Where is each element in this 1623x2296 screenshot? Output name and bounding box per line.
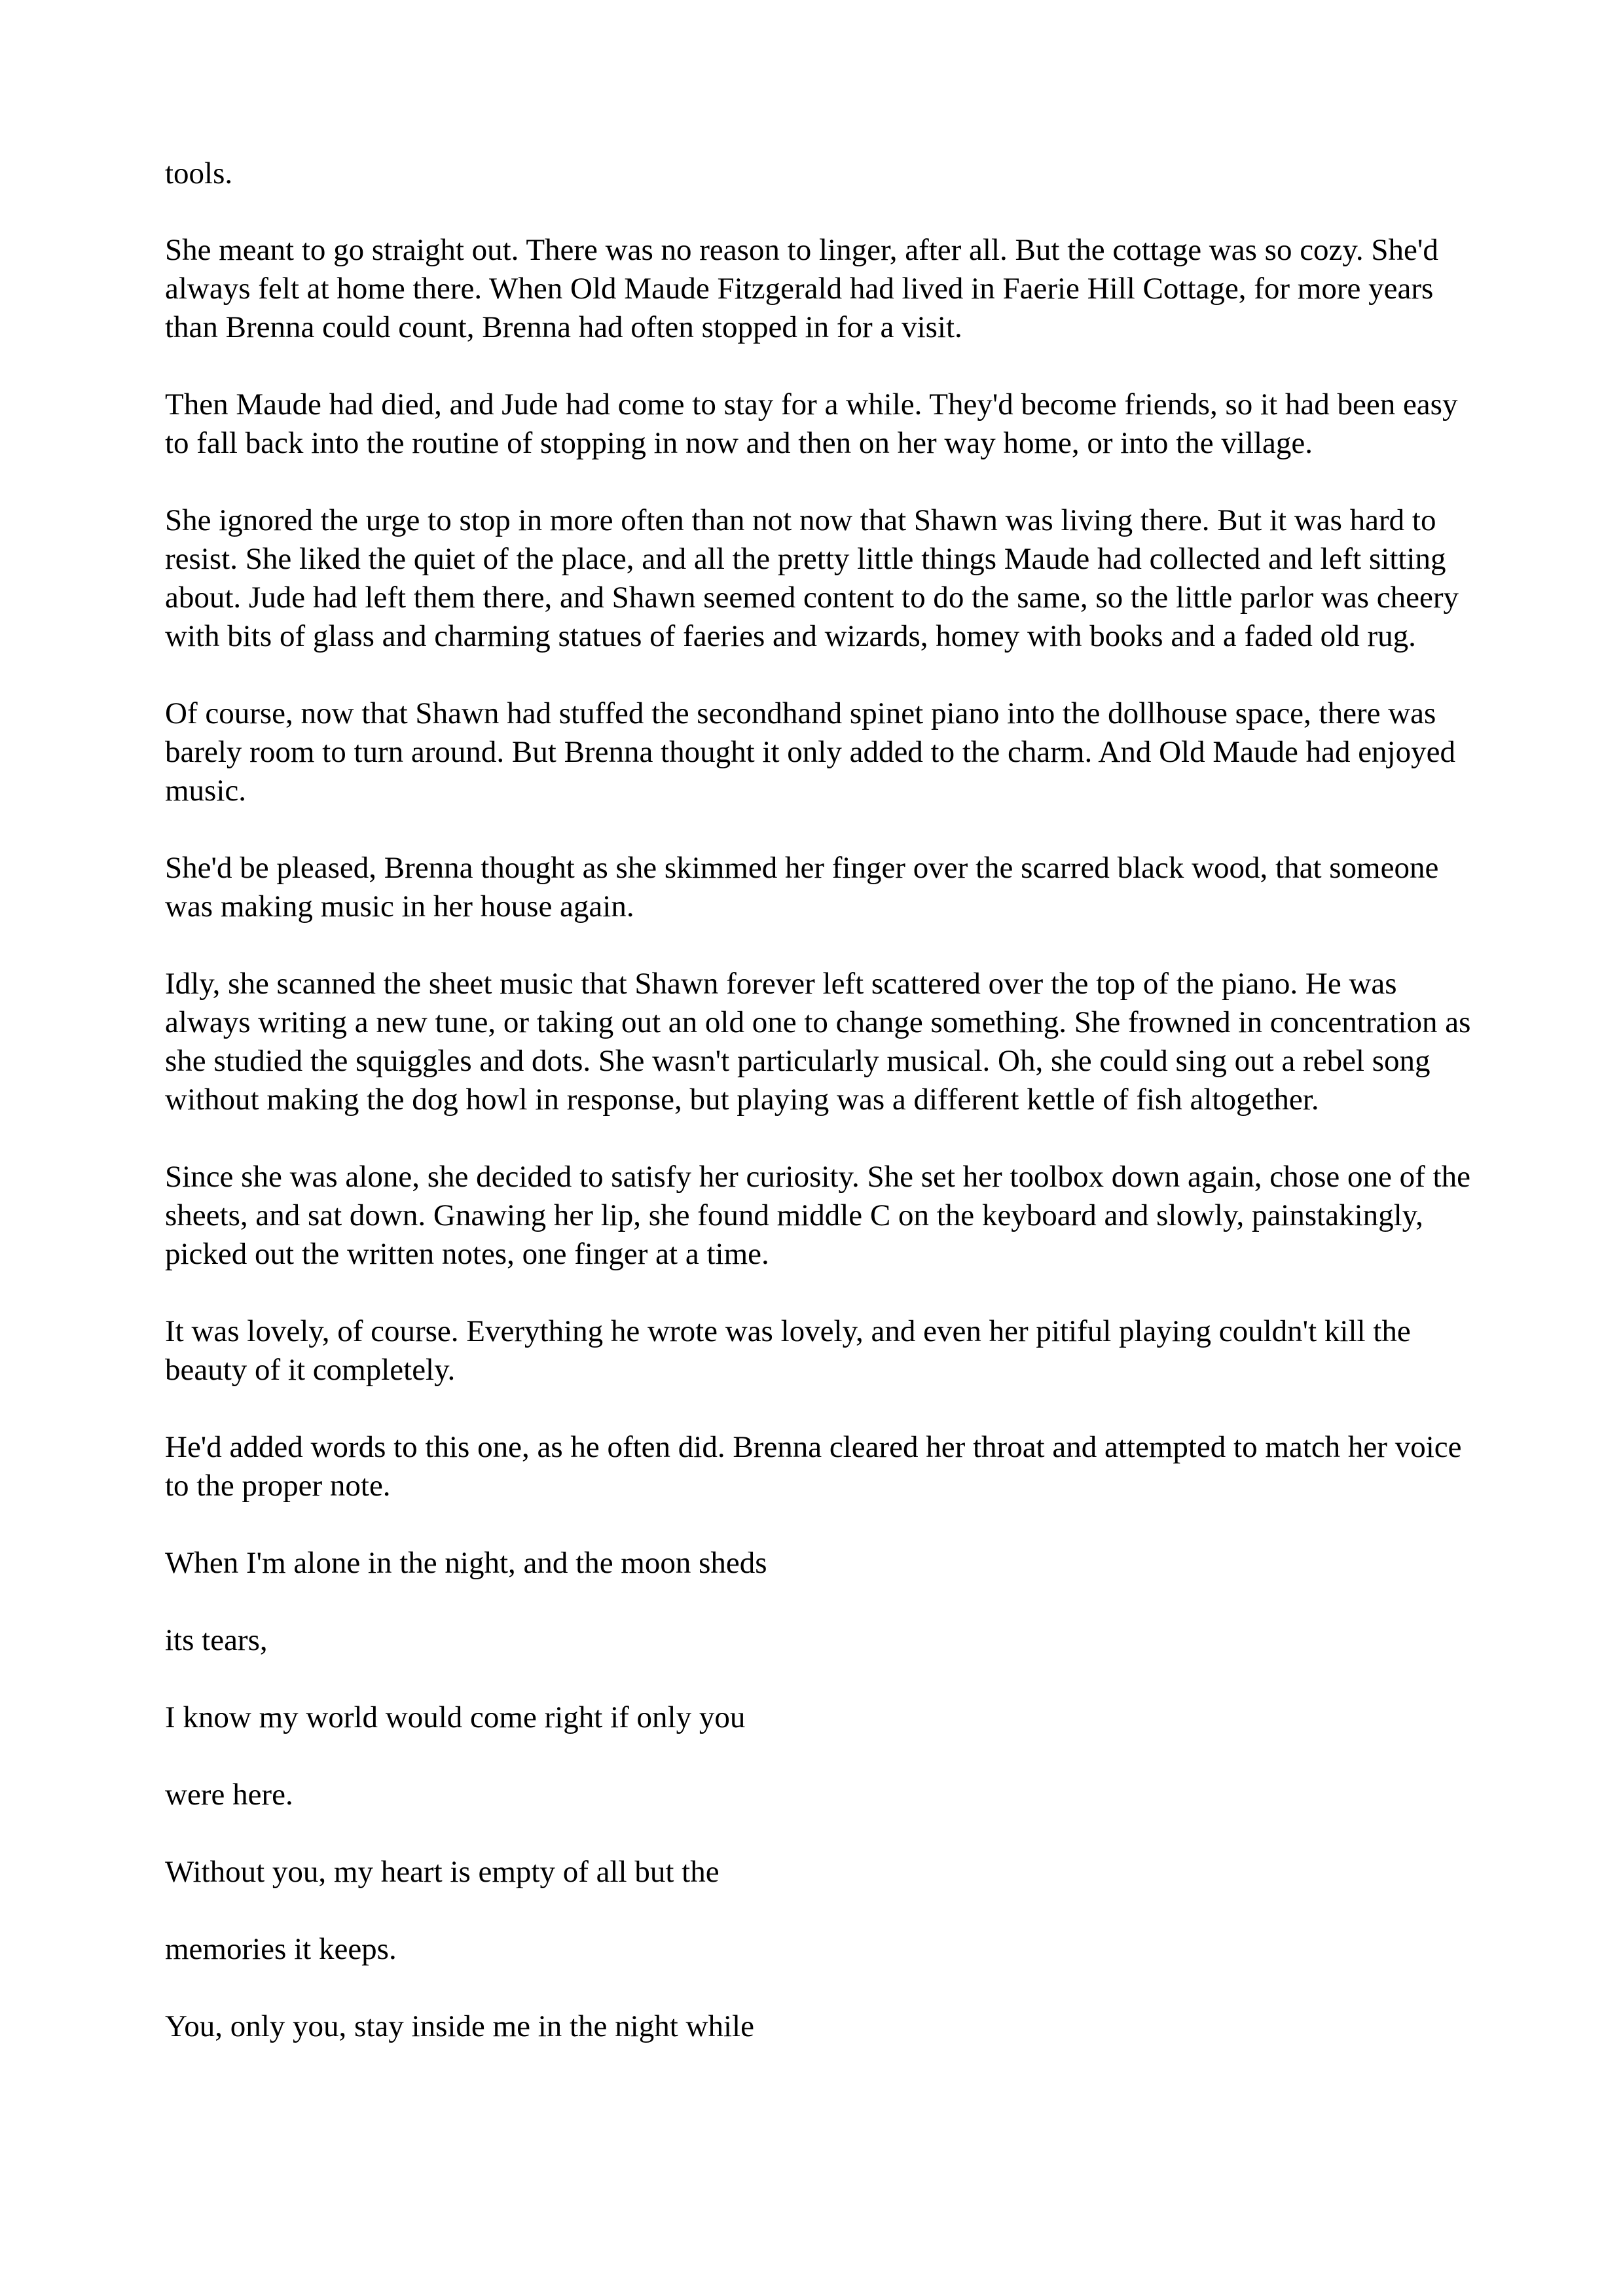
lyric-line: You, only you, stay inside me in the night while bbox=[165, 2009, 754, 2043]
paragraph: She ignored the urge to stop in more often than not now that Shawn was living there. But it was hard to resist. She liked the quiet of the place, and all the pretty little things Maude had collected and left sitting about. Jude had left them there, and Shawn seemed content to do the same, so the little parlor was cheery with bits of glass and charming statues of faeries and wizards, homey with books and a faded old rug. bbox=[165, 503, 1459, 653]
lyric-line: were here. bbox=[165, 1778, 293, 1812]
lyric-line: I know my world would come right if only you bbox=[165, 1700, 746, 1734]
paragraph: tools. bbox=[165, 156, 233, 190]
paragraph: She'd be pleased, Brenna thought as she skimmed her finger over the scarred black wood, that someone was making music in her house again. bbox=[165, 851, 1439, 924]
document-page bbox=[165, 154, 1474, 2085]
lyric-line: Without you, my heart is empty of all but the bbox=[165, 1855, 720, 1889]
paragraph: It was lovely, of course. Everything he wrote was lovely, and even her pitiful playing couldn't kill the beauty of it completely. bbox=[165, 1314, 1411, 1387]
lyric-line: When I'm alone in the night, and the moon sheds bbox=[165, 1546, 767, 1580]
paragraph: Of course, now that Shawn had stuffed the secondhand spinet piano into the dollhouse space, there was barely room to turn around. But Brenna thought it only added to the charm. And Old Maude had enjoyed music. bbox=[165, 696, 1455, 808]
paragraph: He'd added words to this one, as he often did. Brenna cleared her throat and attempted to match her voice to the proper note. bbox=[165, 1430, 1462, 1503]
paragraph: Then Maude had died, and Jude had come to stay for a while. They'd become friends, so it had been easy to fall back into the routine of stopping in now and then on her way home, or into the village. bbox=[165, 387, 1458, 460]
lyric-line: memories it keeps. bbox=[165, 1932, 397, 1966]
paragraph: Idly, she scanned the sheet music that Shawn forever left scattered over the top of the piano. He was always writing a new tune, or taking out an old one to change something. She frowned in concentration as she studied the squiggles and dots. She wasn't particularly musical. Oh, she could sing out a rebel song without making the dog howl in response, but playing was a different kettle of fish altogether. bbox=[165, 967, 1471, 1117]
paragraph: She meant to go straight out. There was no reason to linger, after all. But the cottage was so cozy. She'd always felt at home there. When Old Maude Fitzgerald had lived in Faerie Hill Cottage, for more years than Brenna could count, Brenna had often stopped in for a visit. bbox=[165, 233, 1438, 344]
lyric-line: its tears, bbox=[165, 1623, 268, 1657]
paragraph: Since she was alone, she decided to satisfy her curiosity. She set her toolbox down again, chose one of the sheets, and sat down. Gnawing her lip, she found middle C on the keyboard and slowly, painstakingly, picked out the written notes, one finger at a time. bbox=[165, 1160, 1470, 1271]
